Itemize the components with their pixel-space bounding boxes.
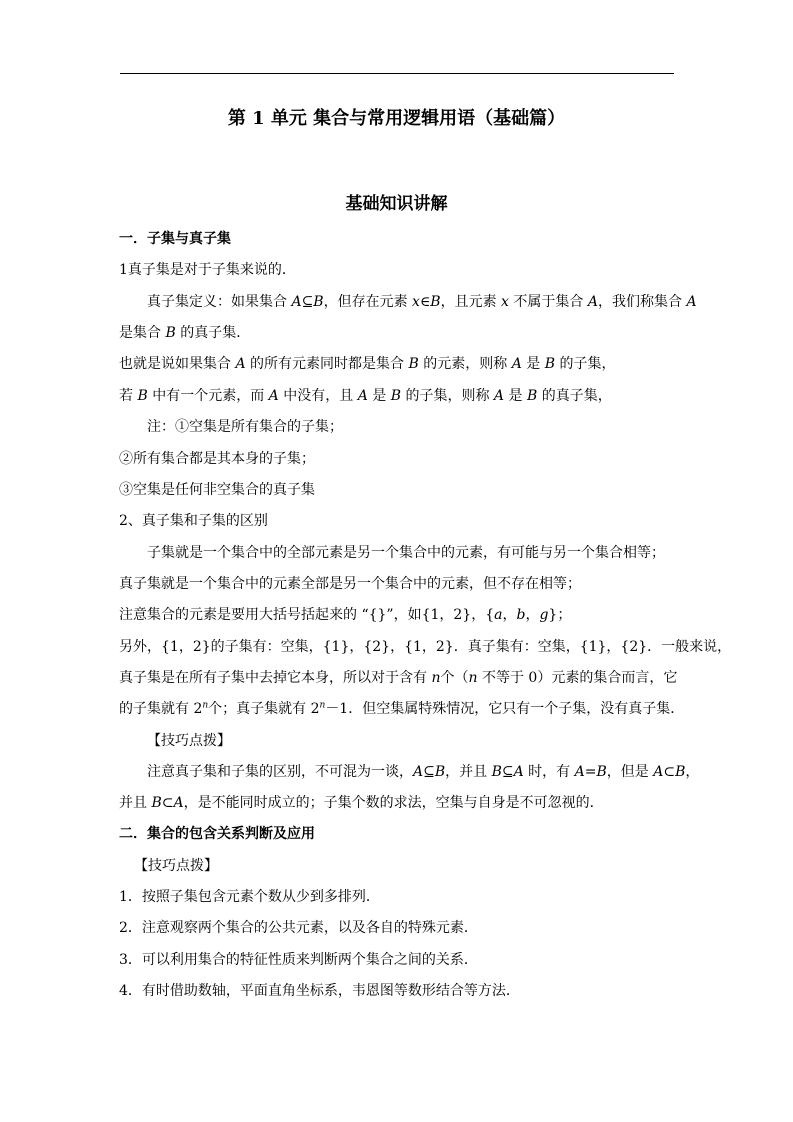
section-title: 基础知识讲解 [345, 194, 448, 214]
tip-line-2: 并且 B⊂A，是不能同时成立的；子集个数的求法，空集与自身是不可忽视的． [119, 795, 604, 811]
note-2: ②所有集合都是其本身的子集； [119, 451, 315, 467]
tip-heading-2: 【技巧点拨】 [134, 858, 218, 874]
definition-line2: 是集合 B 的真子集． [119, 325, 251, 341]
item1-text: 1真子集是对于子集来说的． [119, 262, 296, 278]
tip-line-1: 注意真子集和子集的区别，不可混为一谈，A⊆B，并且 B⊆A 时，有 A=B，但是 A⊂B， [147, 764, 700, 780]
note-3: ③空集是任何非空集合的真子集 [119, 482, 315, 498]
step-1: 1．按照子集包含元素个数从少到多排列． [119, 889, 380, 905]
paragraph-2: 真子集就是一个集合中的元素全部是另一个集合中的元素，但不存在相等； [119, 576, 581, 592]
definition-line1: 真子集定义：如果集合 A⊆B，但存在元素 x∈B，且元素 x 不属于集合 A，我们称集合 A [147, 294, 697, 310]
paragraph-3: 注意集合的元素是要用大括号括起来的 “{}”，如{1，2}，{a，b，g}； [119, 607, 572, 623]
part2-heading: 二．集合的包含关系判断及应用 [119, 826, 315, 842]
step-4: 4．有时借助数轴，平面直角坐标系，韦恩图等数形结合等方法． [119, 983, 520, 999]
header-rule [120, 73, 674, 74]
meaning-line: 也就是说如果集合 A 的所有元素同时都是集合 B 的元素，则称 A 是 B 的子集， [119, 356, 616, 372]
note-1: 注：①空集是所有集合的子集； [147, 419, 343, 435]
page-title: 第 1 单元 集合与常用逻辑用语（基础篇） [227, 108, 566, 129]
step-2: 2．注意观察两个集合的公共元素，以及各自的特殊元素． [119, 920, 478, 936]
paragraph-6: 的子集就有 2$^n$个；真子集就有 $2^n-1$．但空集属特殊情况，它只有一个子集，没有真子集． [119, 700, 685, 717]
tip-heading-1: 【技巧点拨】 [147, 733, 231, 749]
paragraph-1: 子集就是一个集合中的全部元素是另一个集合中的元素，有可能与另一个集合相等； [147, 545, 665, 561]
condition-line: 若 B 中有一个元素，而 A 中没有，且 A 是 B 的子集，则称 A 是 B 的真子集， [119, 388, 612, 404]
item2-text: 2、真子集和子集的区别 [119, 513, 268, 529]
paragraph-5: 真子集是在所有子集中去掉它本身，所以对于含有 n个（n 不等于 0）元素的集合而言，它 [119, 670, 678, 686]
part1-heading: 一．子集与真子集 [119, 231, 231, 247]
paragraph-4: 另外，{1，2}的子集有：空集，{1}，{2}，{1，2}．真子集有：空集，{1}，{2}．一般来说， [119, 639, 732, 655]
step-3: 3．可以利用集合的特征性质来判断两个集合之间的关系． [119, 952, 478, 968]
